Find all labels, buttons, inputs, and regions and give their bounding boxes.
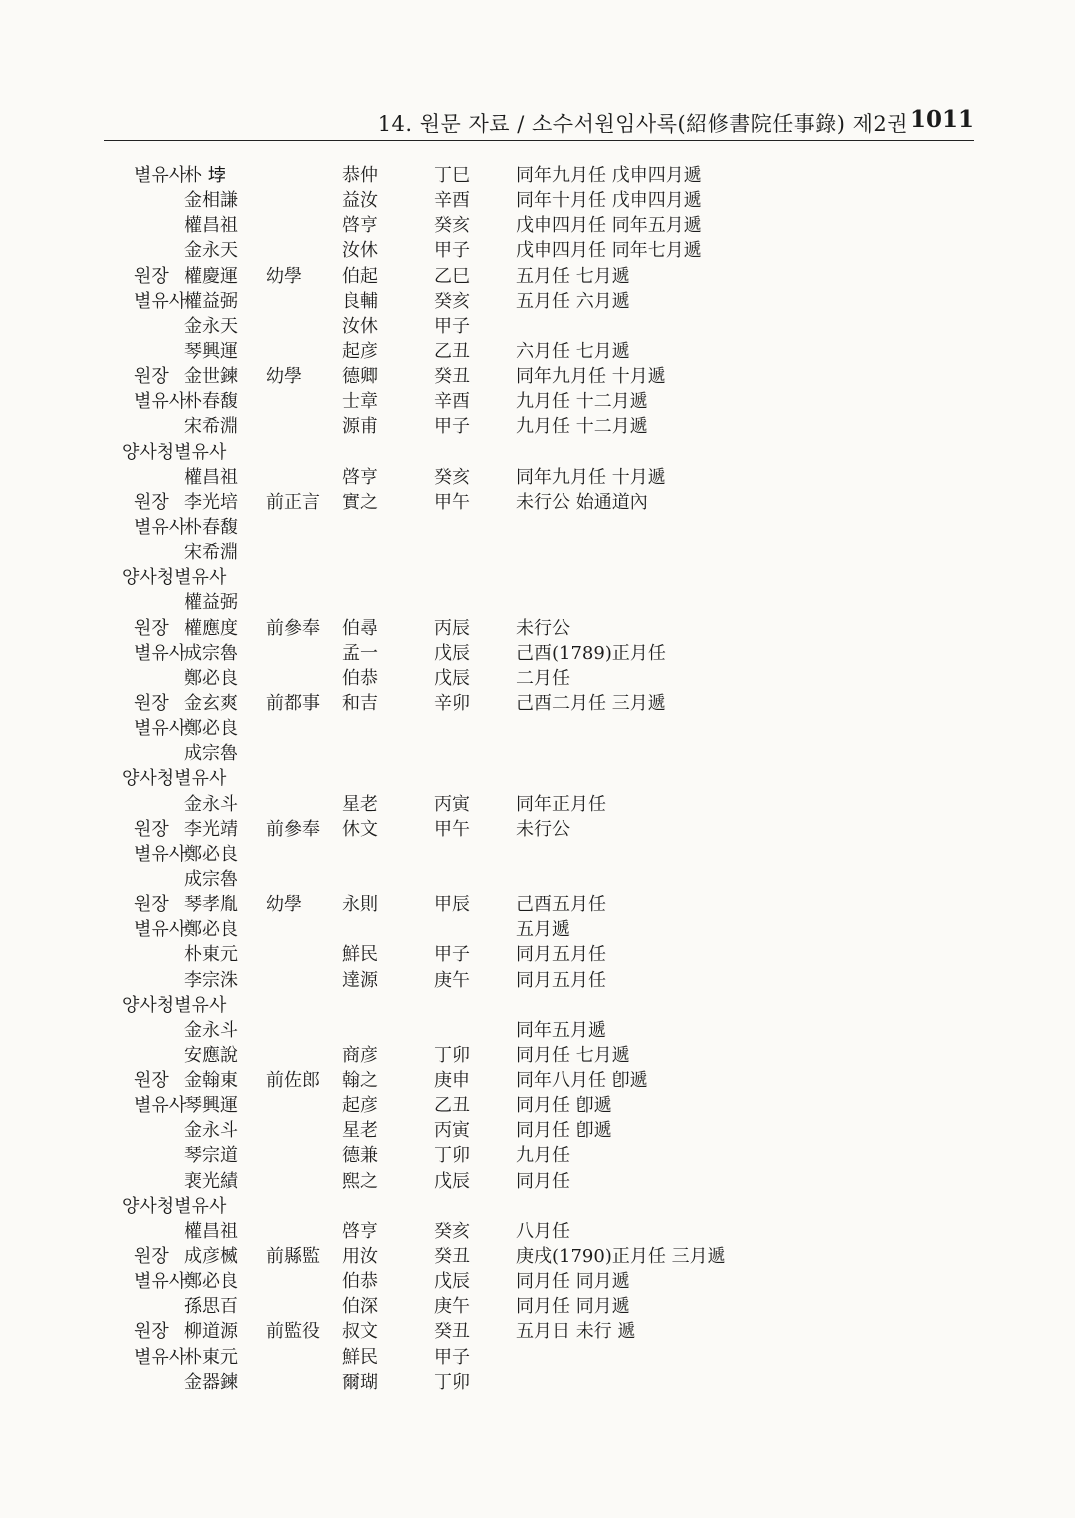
person-name: 金相謙 [184,190,238,212]
tenure-note: 己酉(1789)正月任 [516,642,666,664]
person-name: 權昌祖 [184,215,238,237]
record-row [0,766,1075,791]
birth-year-ganzhi: 癸亥 [434,215,470,237]
birth-year-ganzhi: 辛卯 [434,692,470,714]
record-row [0,238,1075,263]
role-label: 양사청별유사 [122,768,227,790]
role-label: 별유사 [134,290,187,312]
tenure-note: 同月任 [516,1170,570,1192]
courtesy-name: 達源 [342,969,378,991]
birth-year-ganzhi: 乙丑 [434,340,470,362]
official-title: 幼學 [266,366,302,388]
page-number: 1011 [909,106,974,133]
person-name: 鄭必良 [184,919,238,941]
birth-year-ganzhi: 甲子 [434,240,470,262]
person-name: 宋希淵 [184,542,238,564]
tenure-note: 同年八月任 卽遞 [516,1070,648,1092]
role-label: 원장 [134,617,169,639]
official-title: 前縣監 [266,1246,320,1268]
person-name: 鄭必良 [184,718,238,740]
person-name: 金翰東 [184,1070,238,1092]
role-label: 양사청별유사 [122,1195,227,1217]
courtesy-name: 啓亨 [342,1220,378,1242]
record-row [0,842,1075,867]
page-header [104,104,974,141]
person-name: 權益弼 [184,290,238,312]
person-name: 權昌祖 [184,1220,238,1242]
birth-year-ganzhi: 癸丑 [434,366,470,388]
person-name: 裵光績 [184,1170,238,1192]
role-label: 양사청별유사 [122,441,227,463]
courtesy-name: 星老 [342,1120,378,1142]
tenure-note: 六月任 七月遞 [516,340,630,362]
person-name: 琴孝胤 [184,894,238,916]
courtesy-name: 源甫 [342,416,378,438]
record-row [0,465,1075,490]
record-row [0,867,1075,892]
birth-year-ganzhi: 戊辰 [434,1271,470,1293]
courtesy-name: 伯恭 [342,1271,378,1293]
role-label: 별유사 [134,1095,187,1117]
person-name: 琴興運 [184,340,238,362]
tenure-note: 同月任 七月遞 [516,1044,630,1066]
person-name: 成宗魯 [184,868,238,890]
person-name: 金永天 [184,240,238,262]
role-label: 원장 [134,1246,169,1268]
birth-year-ganzhi: 庚午 [434,969,470,991]
role-label: 원장 [134,818,169,840]
courtesy-name: 汝休 [342,315,378,337]
courtesy-name: 益汝 [342,190,378,212]
record-row [0,792,1075,817]
courtesy-name: 伯尋 [342,617,378,639]
birth-year-ganzhi: 丁卯 [434,1371,470,1393]
official-title: 幼學 [266,894,302,916]
birth-year-ganzhi: 乙巳 [434,265,470,287]
person-name: 安應說 [184,1044,238,1066]
birth-year-ganzhi: 丙寅 [434,1120,470,1142]
role-label: 원장 [134,692,169,714]
record-row [0,414,1075,439]
courtesy-name: 伯深 [342,1296,378,1318]
role-label: 별유사 [134,718,187,740]
birth-year-ganzhi: 甲辰 [434,894,470,916]
record-row [0,1118,1075,1143]
record-row [0,1143,1075,1168]
birth-year-ganzhi: 丙辰 [434,617,470,639]
person-name: 權慶運 [184,265,238,287]
record-row [0,691,1075,716]
courtesy-name: 鮮民 [342,1346,378,1368]
official-title: 前都事 [266,692,320,714]
courtesy-name: 起彦 [342,340,378,362]
tenure-note: 九月任 十二月遞 [516,416,648,438]
birth-year-ganzhi: 戊辰 [434,667,470,689]
person-name: 金永斗 [184,1019,238,1041]
tenure-note: 同年十月任 戊申四月遞 [516,190,702,212]
courtesy-name: 伯起 [342,265,378,287]
courtesy-name: 伯恭 [342,667,378,689]
role-label: 원장 [134,366,169,388]
role-label: 원장 [134,491,169,513]
courtesy-name: 永則 [342,894,378,916]
record-row [0,1294,1075,1319]
person-name: 朴 𡋯 [184,165,226,186]
courtesy-name: 翰之 [342,1070,378,1092]
courtesy-name: 啓亨 [342,215,378,237]
tenure-note: 同月五月任 [516,944,606,966]
record-row [0,289,1075,314]
tenure-note: 同月任 同月遞 [516,1271,630,1293]
tenure-note: 九月任 [516,1145,570,1167]
courtesy-name: 汝休 [342,240,378,262]
official-title: 前監役 [266,1321,320,1343]
record-row [0,616,1075,641]
person-name: 權益弼 [184,592,238,614]
record-row [0,942,1075,967]
person-name: 金世鍊 [184,366,238,388]
role-label: 원장 [134,1321,169,1343]
record-row [0,364,1075,389]
person-name: 宋希淵 [184,416,238,438]
official-title: 前參奉 [266,617,320,639]
tenure-note: 五月日 未行 遞 [516,1321,636,1343]
birth-year-ganzhi: 癸亥 [434,1220,470,1242]
courtesy-name: 爾瑚 [342,1371,378,1393]
courtesy-name: 鮮民 [342,944,378,966]
birth-year-ganzhi: 戊辰 [434,642,470,664]
tenure-note: 五月遞 [516,919,570,941]
person-name: 金永天 [184,315,238,337]
person-name: 朴春馥 [184,516,238,538]
record-row [0,741,1075,766]
official-title: 前佐郎 [266,1070,320,1092]
role-label: 별유사 [134,843,187,865]
birth-year-ganzhi: 丁巳 [434,165,470,186]
tenure-note: 五月任 七月遞 [516,265,630,287]
record-row [0,565,1075,590]
record-row [0,213,1075,238]
official-title: 前參奉 [266,818,320,840]
tenure-note: 同月任 同月遞 [516,1296,630,1318]
record-row [0,1370,1075,1395]
record-row [0,188,1075,213]
birth-year-ganzhi: 辛酉 [434,190,470,212]
courtesy-name: 恭仲 [342,165,378,186]
tenure-note: 庚戌(1790)正月任 三月遞 [516,1246,726,1268]
tenure-note: 己酉五月任 [516,894,606,916]
birth-year-ganzhi: 乙丑 [434,1095,470,1117]
courtesy-name: 德兼 [342,1145,378,1167]
person-name: 李宗洙 [184,969,238,991]
person-name: 成彦楲 [184,1246,238,1268]
courtesy-name: 商彦 [342,1044,378,1066]
role-label: 별유사 [134,1346,187,1368]
role-label: 별유사 [134,516,187,538]
birth-year-ganzhi: 甲子 [434,416,470,438]
courtesy-name: 用汝 [342,1246,378,1268]
record-row [0,666,1075,691]
person-name: 鄭必良 [184,1271,238,1293]
person-name: 成宗魯 [184,642,238,664]
role-label: 별유사 [134,1271,187,1293]
record-row [0,339,1075,364]
tenure-note: 未行公 [516,617,570,639]
record-row [0,892,1075,917]
record-row [0,1169,1075,1194]
birth-year-ganzhi: 癸丑 [434,1246,470,1268]
record-row [0,264,1075,289]
role-label: 양사청별유사 [122,994,227,1016]
record-row [0,1244,1075,1269]
birth-year-ganzhi: 癸丑 [434,1321,470,1343]
record-row [0,163,1075,188]
birth-year-ganzhi: 甲午 [434,818,470,840]
tenure-note: 同年九月任 十月遞 [516,366,666,388]
tenure-note: 八月任 [516,1220,570,1242]
record-row [0,490,1075,515]
birth-year-ganzhi: 丙寅 [434,793,470,815]
birth-year-ganzhi: 庚午 [434,1296,470,1318]
courtesy-name: 士章 [342,391,378,413]
courtesy-name: 叔文 [342,1321,378,1343]
courtesy-name: 熙之 [342,1170,378,1192]
record-row [0,540,1075,565]
record-row [0,1269,1075,1294]
record-row [0,1018,1075,1043]
courtesy-name: 孟一 [342,642,378,664]
courtesy-name: 和吉 [342,692,378,714]
person-name: 琴宗道 [184,1145,238,1167]
record-row [0,641,1075,666]
birth-year-ganzhi: 甲子 [434,315,470,337]
record-row [0,993,1075,1018]
role-label: 원장 [134,265,169,287]
tenure-note: 同年九月任 十月遞 [516,466,666,488]
person-name: 李光靖 [184,818,238,840]
record-row [0,817,1075,842]
role-label: 양사청별유사 [122,567,227,589]
role-label: 별유사 [134,642,187,664]
courtesy-name: 德卿 [342,366,378,388]
role-label: 별유사 [134,165,187,186]
official-title: 幼學 [266,265,302,287]
person-name: 琴興運 [184,1095,238,1117]
person-name: 金器鍊 [184,1371,238,1393]
record-row [0,515,1075,540]
tenure-note: 同月任 卽遞 [516,1095,612,1117]
tenure-note: 己酉二月任 三月遞 [516,692,666,714]
person-name: 成宗魯 [184,743,238,765]
record-row [0,917,1075,942]
courtesy-name: 實之 [342,491,378,513]
courtesy-name: 啓亨 [342,466,378,488]
tenure-note: 同月任 卽遞 [516,1120,612,1142]
birth-year-ganzhi: 甲子 [434,944,470,966]
record-row [0,1093,1075,1118]
running-header-title: 14. 원문 자료 / 소수서원임사록(紹修書院任事錄) 제2권 [377,112,908,136]
courtesy-name: 休文 [342,818,378,840]
tenure-note: 戊申四月任 同年七月遞 [516,240,702,262]
record-row [0,314,1075,339]
record-list [0,163,1075,1395]
role-label: 별유사 [134,919,187,941]
courtesy-name: 良輔 [342,290,378,312]
person-name: 朴春馥 [184,391,238,413]
birth-year-ganzhi: 甲子 [434,1346,470,1368]
courtesy-name: 星老 [342,793,378,815]
person-name: 權應度 [184,617,238,639]
person-name: 柳道源 [184,1321,238,1343]
tenure-note: 二月任 [516,667,570,689]
record-row [0,716,1075,741]
person-name: 鄭必良 [184,843,238,865]
tenure-note: 同年正月任 [516,793,606,815]
person-name: 鄭必良 [184,667,238,689]
role-label: 원장 [134,894,169,916]
role-label: 별유사 [134,391,187,413]
tenure-note: 九月任 十二月遞 [516,391,648,413]
person-name: 金玄爽 [184,692,238,714]
record-row [0,1043,1075,1068]
birth-year-ganzhi: 戊辰 [434,1170,470,1192]
person-name: 孫思百 [184,1296,238,1318]
courtesy-name: 起彦 [342,1095,378,1117]
record-row [0,590,1075,615]
tenure-note: 未行公 始通道內 [516,491,648,513]
tenure-note: 同年五月遞 [516,1019,606,1041]
birth-year-ganzhi: 辛酉 [434,391,470,413]
record-row [0,1068,1075,1093]
person-name: 李光培 [184,491,238,513]
birth-year-ganzhi: 丁卯 [434,1044,470,1066]
birth-year-ganzhi: 癸亥 [434,466,470,488]
record-row [0,389,1075,414]
record-row [0,1219,1075,1244]
person-name: 朴東元 [184,944,238,966]
birth-year-ganzhi: 丁卯 [434,1145,470,1167]
birth-year-ganzhi: 癸亥 [434,290,470,312]
official-title: 前正言 [266,491,320,513]
record-row [0,968,1075,993]
birth-year-ganzhi: 甲午 [434,491,470,513]
record-row [0,440,1075,465]
person-name: 金永斗 [184,793,238,815]
record-row [0,1194,1075,1219]
record-row [0,1319,1075,1344]
birth-year-ganzhi: 庚申 [434,1070,470,1092]
tenure-note: 未行公 [516,818,570,840]
tenure-note: 戊申四月任 同年五月遞 [516,215,702,237]
person-name: 權昌祖 [184,466,238,488]
tenure-note: 同年九月任 戊申四月遞 [516,165,702,186]
person-name: 朴東元 [184,1346,238,1368]
record-row [0,1345,1075,1370]
person-name: 金永斗 [184,1120,238,1142]
tenure-note: 五月任 六月遞 [516,290,630,312]
role-label: 원장 [134,1070,169,1092]
tenure-note: 同月五月任 [516,969,606,991]
